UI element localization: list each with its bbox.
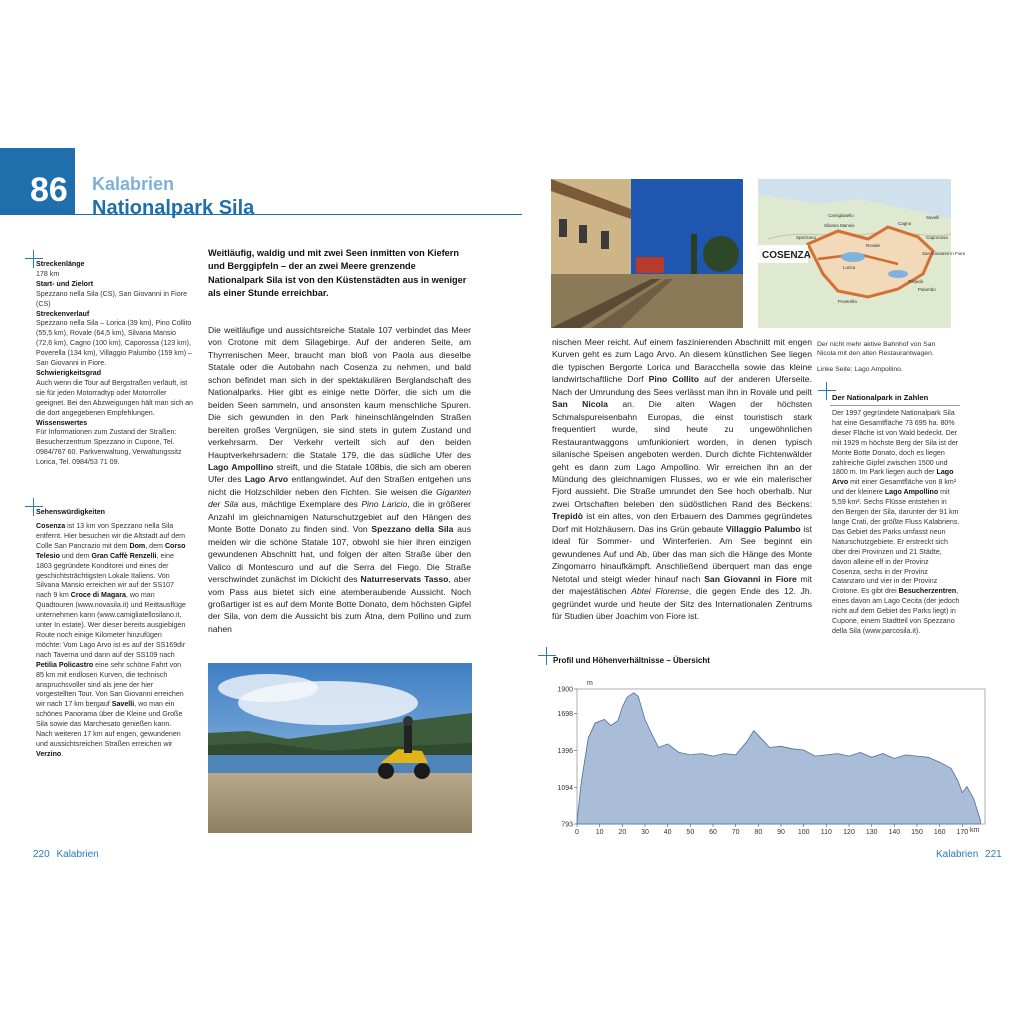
y-unit-label: m [587,680,593,687]
text-run: mit 5,59 km². Sechs Flüsse entstehen in den Bergen der Sila, darunter der 91 km lange Crati, der größte Fluss Kalabriens. Das Gebiet des Parks umfasst neun Naturschutzgebiete. Er erstreckt sich über drei Provinzen und 21 Städte, davon alleine elf in der Provinz Cosenza, sechs in der Provinz Catanzaro und vier in der Provinz Crotone. Es gibt drei [832,488,960,596]
map-label: Camigliatello [828,213,854,218]
text-run: , wo man Quadtouren (www.novasila.it) und Reittausflüge unternehmen kann (www.camigliatellosilano.it, unter In estate). Wer dieser bereits ausgiebigen Route noch einige Kilometer hinzufügen möchte: Vom Lago Arvo ist es auf der SS169dir nach Taverna und dann auf der SS109 nach [36,591,186,659]
elevation-profile-chart [545,676,990,838]
y-tick-label: 1698 [557,711,573,719]
y-tick-label: 1396 [557,747,573,755]
route-map [758,179,966,328]
text-run: aus meiden wir die schöne Statale 107, obwohl sie hier ihren einzigen gewundenen Abschnitt hat, und folgen der alten Straße über den Valico di Montescuro und auf die Serra del Fiego. Die Straße verschwindet zunächst im Dickicht des [208,524,471,585]
x-tick-label: 90 [777,829,785,836]
x-tick-label: 100 [797,829,810,836]
map-label: Cagno [898,221,912,226]
lead-paragraph: Weitläufig, waldig und mit zwei Seen inmitten von Kiefern und Berggipfeln – der an zwei Meere grenzende Nationalpark Sila ist von den Küstenstädten aus in weniger als einer Stunde erreichbar. [208,248,467,298]
fact-value-length: 178 km [36,269,60,278]
x-tick-label: 0 [575,829,579,836]
bold-text: Savelli [111,700,135,709]
x-tick-label: 80 [754,829,763,836]
profile-title: Profil und Höhenverhältnisse – Übersicht [553,656,710,665]
map-label: Savelli [926,215,940,220]
body-text-right [552,336,812,622]
bold-text: Croce di Magara [70,591,126,600]
bold-text: Lago Ampollino [208,461,274,472]
map-label: Poverella [838,299,857,304]
region-label: Kalabrien [92,174,175,194]
text-run: entlangwindet. Auf den Straßen entgehen uns nicht die Holzschilder neben den Fichten. Sie weisen die [208,474,471,497]
page-number: 220 [33,849,50,860]
x-tick-label: 10 [595,829,604,836]
x-tick-label: 130 [865,829,878,836]
bold-text: Lago Arvo [244,474,289,485]
fact-value-route: Spezzano nella Sila – Lorica (39 km), Pino Collito (55,5 km), Rovale (64,5 km), Silvana Mansio (72,6 km), Cagno (100 km), Caporossa (123 km), Poverella (134 km), Villaggio Palumbo (159 km) – San Giovanni in Fiore. [36,319,193,368]
map-label: San Giovanni in Fiore [922,251,966,256]
bold-text: Corso Telesio [36,541,186,560]
lake-photo [208,663,472,833]
fact-label-difficulty: Schwierigkeitsgrad [36,368,102,377]
y-tick-label: 793 [561,821,573,829]
x-tick-label: 140 [888,829,901,836]
map-label: Lorica [843,265,856,270]
footer-region: Kalabrien [56,849,99,860]
text-run: streift, und die Statale 108bis, die sich am oberen Ufer des [208,461,472,485]
facts-rule [830,405,960,406]
text-run: ist ein altes, von den Erbauern des Dammes gegründetes Dorf mit Holzhäusern. Das ins Grün gebaute [552,511,812,534]
sights-title: Sehenswürdigkeiten [36,508,105,516]
map-label: Palumbo [918,287,936,292]
bold-text: Villaggio Palumbo [725,523,801,534]
text-run: . [61,749,64,758]
text-run: , wo man ein schönes Panorama über die Kleine und Große Sila sowie das Marchesato genießen kann. Nach weiteren 17 km auf engen, gewundenen und aussichtsreichen Straßen erreichen wir [36,700,183,748]
bold-text: Cosenza [36,522,66,530]
bold-text: Verzino [36,749,62,758]
map-label: Silvana Mansio [824,223,855,228]
bold-text: Pino Collito [648,374,700,385]
bold-text: Spezzano della Sila [371,524,454,535]
map-label: Caporossa [926,235,948,240]
bold-text: Dom [129,541,146,550]
page-number: 221 [985,849,1002,860]
map-label: Rovale [866,243,881,248]
x-tick-label: 120 [843,829,855,836]
bold-text: Naturreservats Tasso [360,574,449,585]
text-run: , die gegen Ende des 12. Jh. gegründet wurde und heute der Sitz des Internationalen Zentrums für Studien über Joachim von Fiore ist. [552,586,813,621]
fact-value-start: Spezzano nella Sila (CS), San Giovanni in Fiore (CS) [36,289,188,308]
text-run: nischen Meer reicht. Auf einem faszinierenden Abschnitt mit engen Kurven geht es zum Lago Arvo. An diesem künstlichen See liegen die typischen Bergorte Lorica und Baracchella sowie das kleine landwirtschaftliche Dorf [552,337,812,385]
bold-text: Besucherzentren [898,587,957,596]
fact-value-difficulty: Auch wenn die Tour auf Bergstraßen verläuft, ist sie für jeden Motorradtyp oder Motorroller geeignet. Bei den Abzweigungen hält man sich an die dort angegebenen Empfehlungen. [36,378,193,417]
italic-text: Abtei Florense [631,586,689,597]
x-tick-label: 70 [731,829,740,836]
body-text-left [208,324,471,635]
facts-text [832,409,960,637]
x-tick-label: 160 [933,829,946,836]
text-run: an. Die alten Wagen der höchsten Schmalspureisenbahn Europas, die einst touristisch stark frequentiert wurde, sind heute zu ungewöhnlichen Restaurantwaggons umfunkioniert worden, in denen typisch silanische Speisen angeboten werden. Durch dichte Fichtenwälder geht es dann zum Lago Ampollino. Wir erreichen ihn an der Mündung des gleichnamigen Flusses, wo er wie ein malerischer Fjord aussieht. Die Straße umrundet den See hoch oberhalb. Nur zwei Ortschaften beleben den südöstlichen Rand des Beckens: [552,399,812,509]
fact-label-start: Start- und Zielort [36,279,94,288]
page-title: Nationalpark Sila [92,197,255,219]
text-run: mit einer Gesamtfläche von 8 km² und der kleinere [832,478,957,497]
x-tick-label: 170 [956,829,969,836]
footer-right [936,849,1002,860]
text-run: aus, mächtige Exemplare des [238,499,362,510]
italic-text: Pino Laricio [361,499,408,510]
bold-text: Trepidò [552,511,584,522]
facts-title: Der Nationalpark in Zahlen [832,393,929,402]
map-label: Trepidò [908,279,924,284]
sights-text [36,522,186,760]
footer-left [33,849,99,860]
bold-text: Gran Caffè Renzelli [91,551,157,560]
italic-text: Giganten der Sila [208,486,471,510]
y-tick-label: 1900 [557,686,573,694]
x-unit-label: km [970,827,980,834]
text-run: ist 13 km von Spezzano nella Sila entfernt. Hier besuchen wir die Altstadt auf dem Colle San Pancrazio mit dem [36,522,186,550]
text-run: , eine 1803 gegründete Konditorei und eines der geschichtsträchtigsten Lokale Italiens. Von Silvana Mansio erreichen wir auf der SS107 nach 9 km [36,551,175,600]
text-run: und dem [59,551,92,560]
text-run: ist ideal für Sommer- und Winterferien. Am See beginnt ein gewundenes Auf und Ab, über das man sich die Hänge des Monte Zingomarro hinaufkämpft. Anschließend überquert man das enge Netotal und steigt wieder hinauf nach [552,523,812,584]
text-run: Die weitläufige und aussichtsreiche Statale 107 verbindet das Meer von Crotone mit dem Silagebirge. Auf der anderen Seite, am Thyrrenischen Meer, braucht man bloß von Paola aus dieselbe Statale oder die Autobahn nach Cosenza zu nehmen, und bald schon befindet man sich in der spektakulären Berglandschaft des Nationalparks. Hier gibt es einige nette Dörfer, die sich um die beiden Seen sammeln, und ansonsten kaum menschliche Spuren. Die sich gewunden in den Park hineinschlängelnden Straßen bereiten großes Vergnügen, sie sind stets in gutem Zustand und verkehrsarm. Der Verkehr verteilt sich auf den beiden Hauptverkehrsadern: die Statale 179, die das südliche Ufer des [208,325,471,460]
text-run: , eines davon am Lago Cecita (der jedoch nicht auf dem Gebiet des Parks liegt) in Cupone, einem Stadtteil von Spezzano della Sila (www.parcosila.it). [832,587,960,635]
text-run: , dem [145,541,165,550]
x-tick-label: 40 [663,829,672,836]
station-photo [551,179,743,328]
bold-text: Petilia Policastro [36,660,94,669]
text-run: Der 1997 gegründete Nationalpark Sila hat eine Gesamtfläche 73 695 ha. 80% dieser Fläche ist von Wald bedeckt. Der mit 1929 m höchste Berg der Sila ist der Monte Botte Donato, doch es liegen zahlreiche Gipfel zwischen 1500 und 1800 m. Im Park liegen auch der [832,409,959,477]
text-run: mit der majestätischen [552,573,812,597]
y-tick-label: 1094 [557,784,573,792]
x-tick-label: 60 [709,829,717,836]
x-tick-label: 150 [911,829,923,836]
bold-text: Lago Arvo [832,468,954,487]
footer-region: Kalabrien [936,849,979,860]
x-tick-label: 50 [686,829,695,836]
photo-caption: Der nicht mehr aktive Bahnhof von San Nicola mit den alten Restaurantwagen. [817,341,936,357]
map-label: Spezzano [796,235,817,240]
route-facts [36,260,194,468]
text-run: eine sehr schöne Fahrt von 85 km mit endlosen Kurven, die technisch anspruchsvoller sind als jene der hier vorgestellten Tour. Von San Giovanni erreichen wir nach 17 km bergauf [36,660,184,709]
bold-text: San Nicola [552,399,608,410]
map-city-label: COSENZA [762,250,811,261]
x-tick-label: 110 [820,829,832,836]
x-tick-label: 30 [641,829,649,836]
fact-label-route: Streckenverlauf [36,309,90,318]
fact-label-length: Streckenlänge [36,260,85,268]
text-run: , die in größerer Anzahl im gleichnamigen Naturschutzgebiet auf den Hängen des Monte Botte Donato zu finden sind. Von [208,499,471,535]
x-tick-label: 20 [618,829,627,836]
fact-label-info: Wissenswertes [36,418,88,427]
text-run: auf der anderen Uferseite. Nach der Umrundung des Sees verlässt man ihn in Rovale und peilt [552,374,812,397]
bold-text: Lago Ampollino [884,488,939,497]
text-run: , aber vom Pass aus bietet sich eine atemberaubende Aussicht. Noch großartiger ist es auf dem Monte Botte Donato, dem höchsten Gipfel der Sila, von dem die Aussicht bis zum Ätna, dem Pollino und zum nahen [208,574,471,634]
chapter-number: 86 [30,171,68,209]
photo-caption: Linke Seite: Lago Ampollino. [817,366,903,373]
bold-text: San Giovanni in Fiore [704,573,797,584]
fact-value-info: Für Informationen zum Zustand der Straßen: Besucherzentrum Spezzano in Cupone, Tel. 0984/767 60. Parkverwaltung, Verwaltungssitz Lorica, Tel. 0984/53 71 09. [36,428,182,467]
